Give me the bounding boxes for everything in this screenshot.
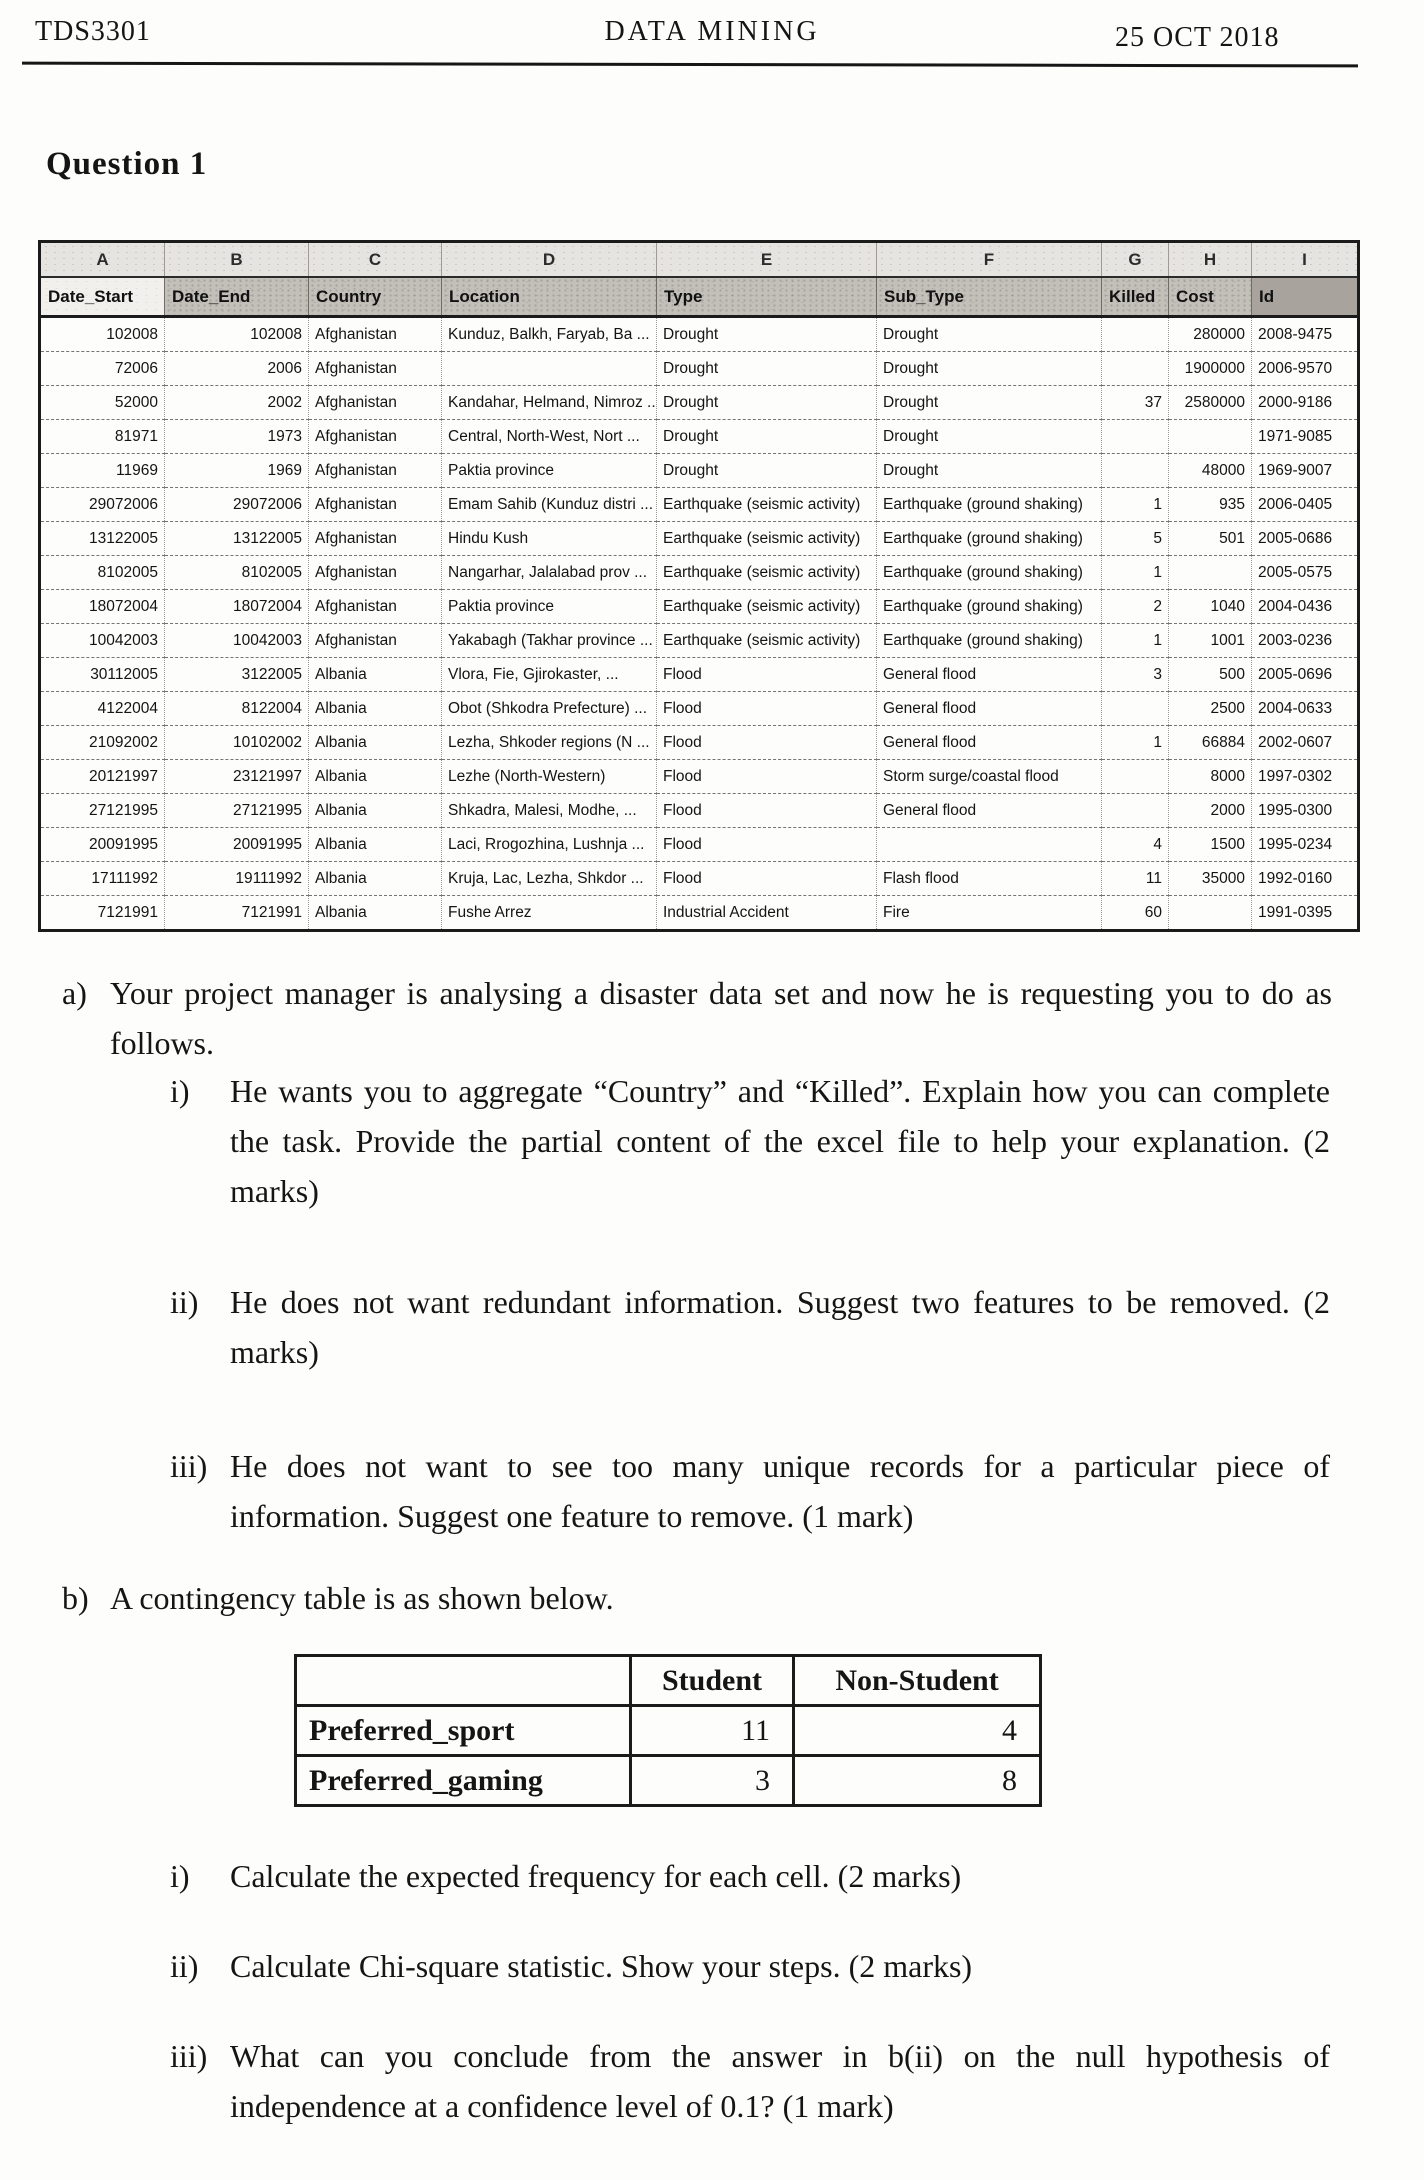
- sheet-cell: Flood: [657, 828, 877, 862]
- sheet-header-row: [40, 277, 1359, 317]
- sheet-cell: Albania: [309, 692, 442, 726]
- sheet-cell: Afghanistan: [309, 317, 442, 352]
- sheet-cell: General flood: [877, 726, 1102, 760]
- sheet-cell: Nangarhar, Jalalabad prov ...: [442, 556, 657, 590]
- sheet-cell: 1: [1102, 726, 1169, 760]
- sheet-cell: 27121995: [40, 794, 165, 828]
- contingency-row-label: Preferred_gaming: [296, 1756, 631, 1806]
- sheet-cell: [1169, 420, 1252, 454]
- sheet-row: [40, 386, 1359, 420]
- sheet-row: [40, 556, 1359, 590]
- course-code: TDS3301: [35, 16, 151, 47]
- sheet-cell: Albania: [309, 896, 442, 931]
- sheet-cell: [1102, 420, 1169, 454]
- sheet-cell: Albania: [309, 760, 442, 794]
- contingency-value: 3: [631, 1756, 794, 1806]
- sheet-cell: 18072004: [40, 590, 165, 624]
- sheet-header-cell: Type: [657, 277, 877, 317]
- sheet-cell: 19111992: [165, 862, 309, 896]
- sheet-cell: Drought: [657, 420, 877, 454]
- part-a-text: Your project manager is analysing a disaster data set and now he is requesting you to do as follows.: [110, 975, 1332, 1061]
- sheet-cell: Afghanistan: [309, 488, 442, 522]
- sheet-cell: Drought: [877, 420, 1102, 454]
- sheet-column-letter: H: [1169, 242, 1252, 278]
- sheet-cell: 1991-0395: [1252, 896, 1359, 931]
- contingency-value: 11: [631, 1706, 794, 1756]
- contingency-row: [296, 1706, 1041, 1756]
- sheet-cell: Afghanistan: [309, 624, 442, 658]
- part-b-item-i: [0, 1851, 1424, 1901]
- sheet-cell: 37: [1102, 386, 1169, 420]
- sheet-row: [40, 624, 1359, 658]
- sheet-cell: Kandahar, Helmand, Nimroz ..: [442, 386, 657, 420]
- sheet-cell: [1102, 352, 1169, 386]
- sheet-cell: Earthquake (seismic activity): [657, 522, 877, 556]
- sheet-cell: 4: [1102, 828, 1169, 862]
- sheet-cell: Afghanistan: [309, 522, 442, 556]
- sheet-row: [40, 658, 1359, 692]
- sheet-row: [40, 726, 1359, 760]
- sheet-header-cell: Cost: [1169, 277, 1252, 317]
- sheet-column-letter: A: [40, 242, 165, 278]
- sheet-cell: 20091995: [40, 828, 165, 862]
- sheet-cell: Lezha, Shkoder regions (N ...: [442, 726, 657, 760]
- sheet-cell: 2005-0686: [1252, 522, 1359, 556]
- sheet-cell: Storm surge/coastal flood: [877, 760, 1102, 794]
- sheet-cell: 48000: [1169, 454, 1252, 488]
- part-b: [0, 1573, 1424, 1623]
- page-title: DATA MINING: [604, 16, 820, 47]
- sheet-cell: Drought: [877, 454, 1102, 488]
- part-a-item-i: [0, 1066, 1424, 1216]
- sheet-cell: [1169, 896, 1252, 931]
- sheet-cell: 29072006: [165, 488, 309, 522]
- sheet-cell: 1500: [1169, 828, 1252, 862]
- item-text: What can you conclude from the answer in b(ii) on the null hypothesis of independence at a confidence level of 0.1? (1 mark): [230, 2038, 1330, 2124]
- sheet-cell: 1040: [1169, 590, 1252, 624]
- sheet-row: [40, 420, 1359, 454]
- sheet-cell: Industrial Accident: [657, 896, 877, 931]
- part-b-item-ii: [0, 1941, 1424, 1991]
- sheet-cell: Earthquake (ground shaking): [877, 624, 1102, 658]
- sheet-cell: 2006-0405: [1252, 488, 1359, 522]
- sheet-cell: 20121997: [40, 760, 165, 794]
- sheet-column-letter: F: [877, 242, 1102, 278]
- sheet-cell: Drought: [877, 317, 1102, 352]
- item-label: iii): [170, 1448, 208, 1484]
- sheet-cell: Lezhe (North-Western): [442, 760, 657, 794]
- sheet-cell: Earthquake (seismic activity): [657, 624, 877, 658]
- sheet-cell: [442, 352, 657, 386]
- sheet-cell: Fire: [877, 896, 1102, 931]
- sheet-column-letter: C: [309, 242, 442, 278]
- sheet-cell: 501: [1169, 522, 1252, 556]
- sheet-row: [40, 454, 1359, 488]
- sheet-cell: 1995-0234: [1252, 828, 1359, 862]
- sheet-cell: 8102005: [40, 556, 165, 590]
- sheet-cell: Albania: [309, 794, 442, 828]
- sheet-cell: 102008: [165, 317, 309, 352]
- part-b-label: b): [62, 1580, 89, 1616]
- sheet-cell: Albania: [309, 862, 442, 896]
- sheet-cell: Flood: [657, 794, 877, 828]
- sheet-cell: 3122005: [165, 658, 309, 692]
- sheet-cell: Drought: [657, 352, 877, 386]
- exam-date: 25 OCT 2018: [1115, 22, 1280, 53]
- item-text: He wants you to aggregate “Country” and “Killed”. Explain how you can complete the task. Provide the partial content of the excel file to help your explanation. (2 marks): [230, 1073, 1330, 1209]
- sheet-cell: 1969: [165, 454, 309, 488]
- sheet-column-letter: G: [1102, 242, 1169, 278]
- sheet-cell: Central, North-West, Nort ...: [442, 420, 657, 454]
- sheet-cell: Afghanistan: [309, 420, 442, 454]
- part-a-item-iii: [0, 1441, 1424, 1541]
- sheet-cell: Vlora, Fie, Gjirokaster, ...: [442, 658, 657, 692]
- sheet-cell: Drought: [657, 317, 877, 352]
- item-text: Calculate Chi-square statistic. Show your steps. (2 marks): [230, 1948, 973, 1984]
- sheet-cell: 2004-0633: [1252, 692, 1359, 726]
- sheet-column-letter: D: [442, 242, 657, 278]
- sheet-cell: Flood: [657, 692, 877, 726]
- sheet-row: [40, 692, 1359, 726]
- disaster-spreadsheet: [38, 240, 1360, 932]
- item-label: i): [170, 1858, 190, 1894]
- sheet-cell: Laci, Rrogozhina, Lushnja ...: [442, 828, 657, 862]
- sheet-cell: Fushe Arrez: [442, 896, 657, 931]
- sheet-cell: Albania: [309, 658, 442, 692]
- sheet-column-letter-row: [40, 242, 1359, 278]
- sheet-cell: Afghanistan: [309, 454, 442, 488]
- sheet-cell: 1992-0160: [1252, 862, 1359, 896]
- sheet-cell: 280000: [1169, 317, 1252, 352]
- sheet-cell: Drought: [657, 386, 877, 420]
- sheet-cell: 13122005: [165, 522, 309, 556]
- sheet-cell: 102008: [40, 317, 165, 352]
- sheet-cell: 10102002: [165, 726, 309, 760]
- sheet-cell: Kunduz, Balkh, Faryab, Ba ...: [442, 317, 657, 352]
- sheet-cell: [1169, 556, 1252, 590]
- contingency-header-row: [296, 1656, 1041, 1706]
- sheet-cell: [1102, 317, 1169, 352]
- sheet-cell: 2004-0436: [1252, 590, 1359, 624]
- sheet-cell: Flash flood: [877, 862, 1102, 896]
- sheet-cell: Albania: [309, 828, 442, 862]
- sheet-cell: [1102, 454, 1169, 488]
- sheet-cell: 1: [1102, 556, 1169, 590]
- sheet-column-letter: B: [165, 242, 309, 278]
- sheet-cell: Drought: [657, 454, 877, 488]
- sheet-column-letter: I: [1252, 242, 1359, 278]
- sheet-cell: 3: [1102, 658, 1169, 692]
- sheet-cell: 10042003: [165, 624, 309, 658]
- sheet-cell: Paktia province: [442, 590, 657, 624]
- sheet-cell: 27121995: [165, 794, 309, 828]
- contingency-value: 4: [794, 1706, 1041, 1756]
- sheet-cell: Earthquake (ground shaking): [877, 590, 1102, 624]
- sheet-cell: Paktia province: [442, 454, 657, 488]
- sheet-cell: 66884: [1169, 726, 1252, 760]
- sheet-cell: Flood: [657, 760, 877, 794]
- sheet-cell: 7121991: [165, 896, 309, 931]
- sheet-row: [40, 317, 1359, 352]
- sheet-cell: General flood: [877, 692, 1102, 726]
- sheet-cell: 2006: [165, 352, 309, 386]
- sheet-cell: Flood: [657, 862, 877, 896]
- sheet-cell: 18072004: [165, 590, 309, 624]
- sheet-cell: Flood: [657, 658, 877, 692]
- item-label: ii): [170, 1948, 199, 1984]
- item-text: Calculate the expected frequency for each cell. (2 marks): [230, 1858, 962, 1894]
- sheet-cell: Earthquake (ground shaking): [877, 488, 1102, 522]
- sheet-header-cell: Location: [442, 277, 657, 317]
- sheet-cell: 72006: [40, 352, 165, 386]
- sheet-row: [40, 352, 1359, 386]
- sheet-cell: 52000: [40, 386, 165, 420]
- sheet-cell: Shkadra, Malesi, Modhe, ...: [442, 794, 657, 828]
- sheet-cell: Earthquake (seismic activity): [657, 488, 877, 522]
- sheet-cell: Earthquake (ground shaking): [877, 522, 1102, 556]
- sheet-cell: 8000: [1169, 760, 1252, 794]
- sheet-header-cell: Killed: [1102, 277, 1169, 317]
- sheet-cell: Afghanistan: [309, 556, 442, 590]
- sheet-cell: 1900000: [1169, 352, 1252, 386]
- sheet-cell: 8122004: [165, 692, 309, 726]
- item-label: i): [170, 1073, 190, 1109]
- sheet-cell: Yakabagh (Takhar province ...: [442, 624, 657, 658]
- contingency-row: [296, 1756, 1041, 1806]
- sheet-cell: 2002-0607: [1252, 726, 1359, 760]
- sheet-cell: 2005-0575: [1252, 556, 1359, 590]
- item-text: He does not want to see too many unique records for a particular piece of information. Suggest one feature to remove. (1 mark): [230, 1448, 1330, 1534]
- sheet-cell: 2002: [165, 386, 309, 420]
- sheet-cell: 1001: [1169, 624, 1252, 658]
- sheet-cell: General flood: [877, 794, 1102, 828]
- sheet-cell: Kruja, Lac, Lezha, Shkdor ...: [442, 862, 657, 896]
- part-b-item-iii: [0, 2031, 1424, 2131]
- contingency-row-label: Preferred_sport: [296, 1706, 631, 1756]
- sheet-cell: 1995-0300: [1252, 794, 1359, 828]
- sheet-row: [40, 522, 1359, 556]
- header-divider: [22, 62, 1358, 68]
- sheet-header-cell: Date_Start: [40, 277, 165, 317]
- sheet-cell: 500: [1169, 658, 1252, 692]
- part-a: [0, 968, 1424, 1068]
- sheet-row: [40, 794, 1359, 828]
- contingency-header-cell: [296, 1656, 631, 1706]
- sheet-cell: 23121997: [165, 760, 309, 794]
- sheet-row: [40, 828, 1359, 862]
- sheet-cell: 7121991: [40, 896, 165, 931]
- sheet-cell: 4122004: [40, 692, 165, 726]
- sheet-row: [40, 862, 1359, 896]
- contingency-table: [294, 1654, 1042, 1807]
- sheet-cell: 21092002: [40, 726, 165, 760]
- item-label: ii): [170, 1284, 199, 1320]
- sheet-header-cell: Sub_Type: [877, 277, 1102, 317]
- sheet-cell: 81971: [40, 420, 165, 454]
- sheet-cell: 1969-9007: [1252, 454, 1359, 488]
- sheet-cell: [1102, 794, 1169, 828]
- sheet-cell: 2008-9475: [1252, 317, 1359, 352]
- contingency-value: 8: [794, 1756, 1041, 1806]
- sheet-cell: 1973: [165, 420, 309, 454]
- sheet-cell: 35000: [1169, 862, 1252, 896]
- question-title: Question 1: [46, 146, 208, 182]
- sheet-row: [40, 896, 1359, 931]
- sheet-cell: 2580000: [1169, 386, 1252, 420]
- sheet-cell: [877, 828, 1102, 862]
- part-b-text: A contingency table is as shown below.: [110, 1580, 614, 1616]
- contingency-header-cell: Student: [631, 1656, 794, 1706]
- sheet-cell: 11: [1102, 862, 1169, 896]
- sheet-cell: 1971-9085: [1252, 420, 1359, 454]
- sheet-cell: Obot (Shkodra Prefecture) ...: [442, 692, 657, 726]
- sheet-cell: 60: [1102, 896, 1169, 931]
- contingency-header-cell: Non-Student: [794, 1656, 1041, 1706]
- sheet-cell: Afghanistan: [309, 590, 442, 624]
- sheet-cell: 20091995: [165, 828, 309, 862]
- sheet-cell: Emam Sahib (Kunduz distri ...: [442, 488, 657, 522]
- sheet-cell: 29072006: [40, 488, 165, 522]
- sheet-cell: 2000-9186: [1252, 386, 1359, 420]
- sheet-cell: 10042003: [40, 624, 165, 658]
- sheet-cell: Afghanistan: [309, 386, 442, 420]
- sheet-cell: 11969: [40, 454, 165, 488]
- sheet-cell: 1: [1102, 488, 1169, 522]
- part-a-item-ii: [0, 1277, 1424, 1377]
- sheet-cell: 1997-0302: [1252, 760, 1359, 794]
- sheet-cell: 2: [1102, 590, 1169, 624]
- sheet-column-letter: E: [657, 242, 877, 278]
- item-label: iii): [170, 2038, 208, 2074]
- sheet-row: [40, 760, 1359, 794]
- sheet-header-cell: Date_End: [165, 277, 309, 317]
- sheet-cell: Afghanistan: [309, 352, 442, 386]
- sheet-cell: 935: [1169, 488, 1252, 522]
- sheet-header-cell: Country: [309, 277, 442, 317]
- sheet-cell: 13122005: [40, 522, 165, 556]
- sheet-header-cell: Id: [1252, 277, 1359, 317]
- sheet-cell: Albania: [309, 726, 442, 760]
- sheet-row: [40, 590, 1359, 624]
- item-text: He does not want redundant information. Suggest two features to be removed. (2 marks): [230, 1284, 1330, 1370]
- sheet-cell: [1102, 760, 1169, 794]
- sheet-cell: 2000: [1169, 794, 1252, 828]
- sheet-cell: 1: [1102, 624, 1169, 658]
- sheet-cell: [1102, 692, 1169, 726]
- sheet-cell: Earthquake (seismic activity): [657, 590, 877, 624]
- sheet-cell: 2500: [1169, 692, 1252, 726]
- sheet-cell: 2003-0236: [1252, 624, 1359, 658]
- sheet-cell: 8102005: [165, 556, 309, 590]
- sheet-cell: Drought: [877, 352, 1102, 386]
- part-a-label: a): [62, 975, 87, 1011]
- sheet-cell: Hindu Kush: [442, 522, 657, 556]
- sheet-cell: 17111992: [40, 862, 165, 896]
- sheet-cell: Flood: [657, 726, 877, 760]
- sheet-cell: 2006-9570: [1252, 352, 1359, 386]
- sheet-cell: 5: [1102, 522, 1169, 556]
- sheet-cell: Drought: [877, 386, 1102, 420]
- sheet-cell: Earthquake (ground shaking): [877, 556, 1102, 590]
- sheet-cell: Earthquake (seismic activity): [657, 556, 877, 590]
- sheet-cell: General flood: [877, 658, 1102, 692]
- sheet-cell: 2005-0696: [1252, 658, 1359, 692]
- sheet-row: [40, 488, 1359, 522]
- sheet-cell: 30112005: [40, 658, 165, 692]
